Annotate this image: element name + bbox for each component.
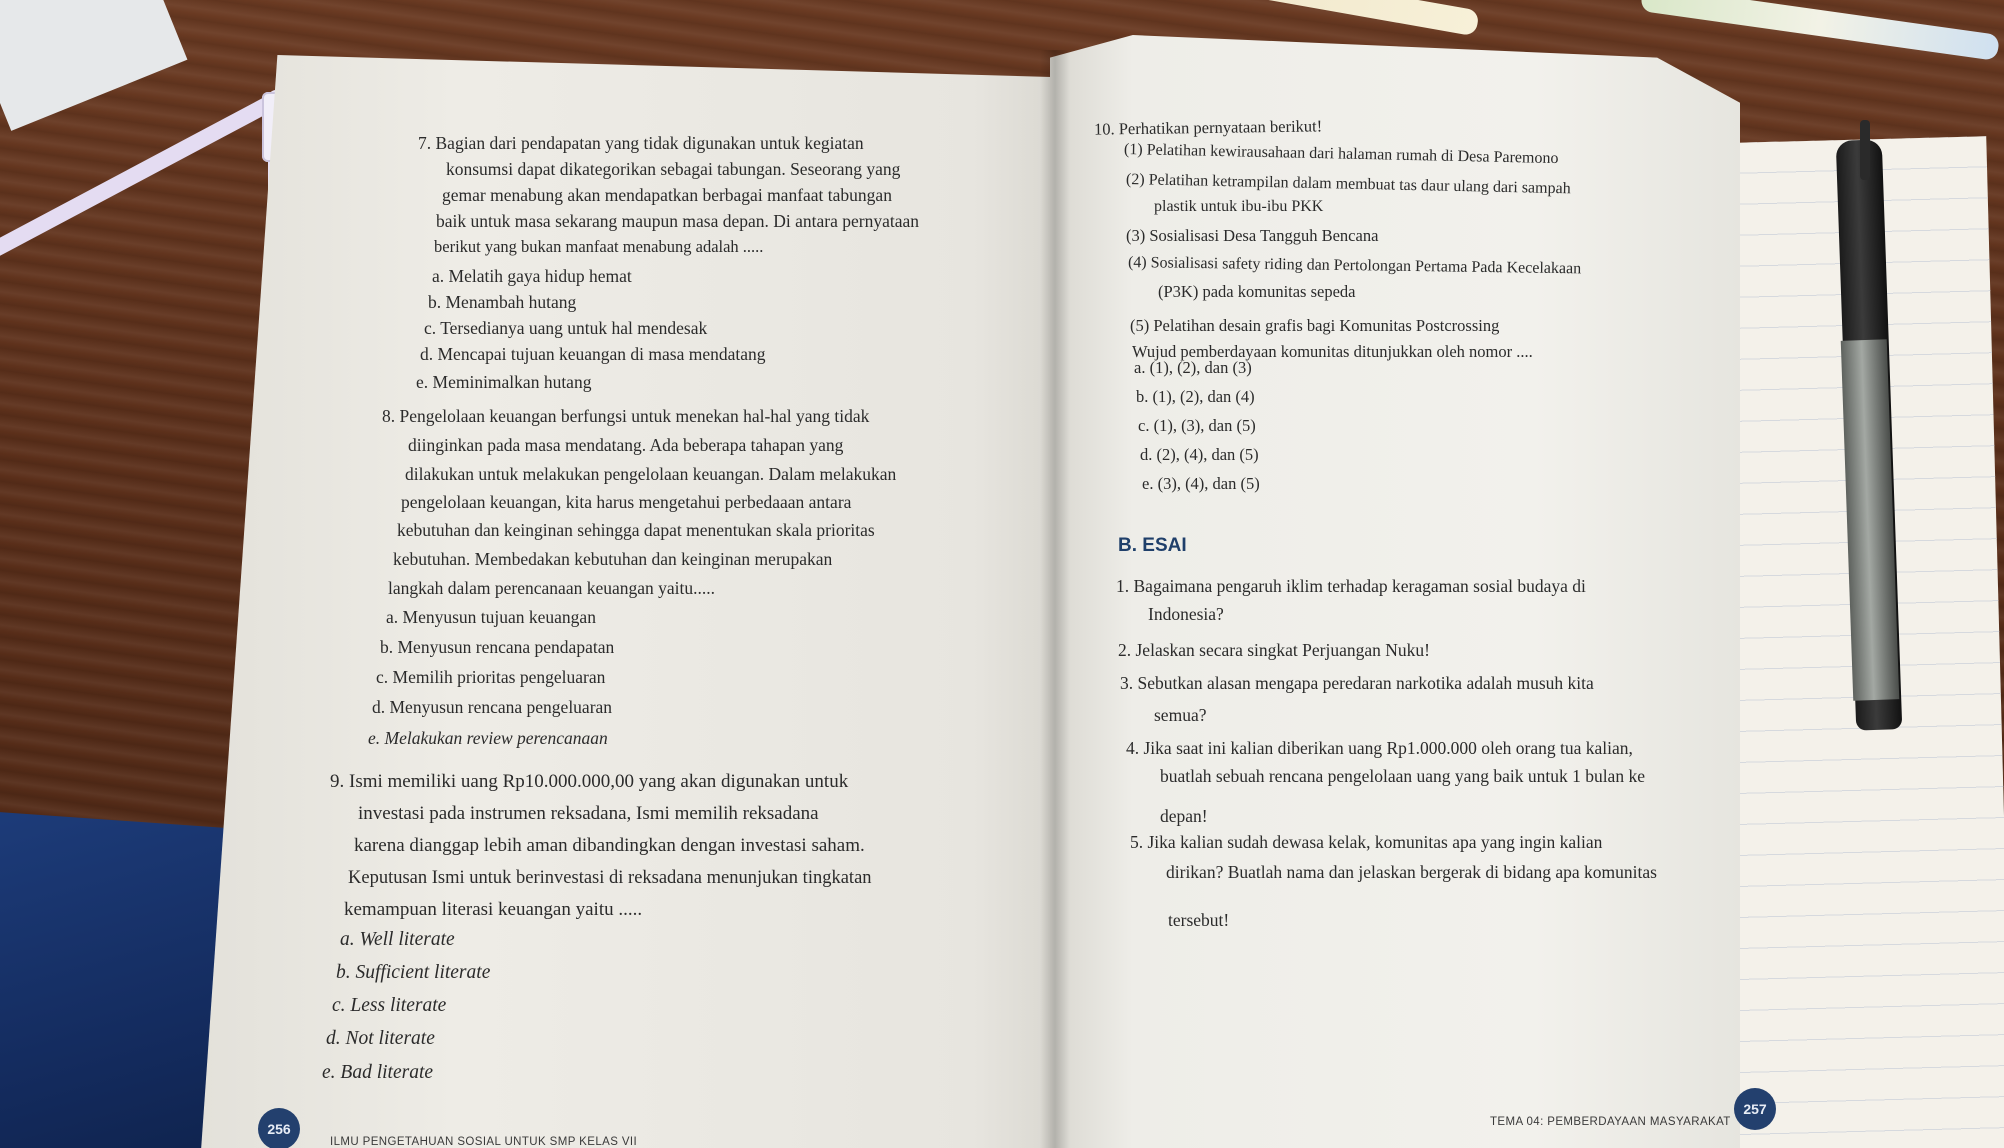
q9-line: karena dianggap lebih aman dibandingkan dengan investasi saham. xyxy=(354,835,865,856)
q10-line: 10. Perhatikan pernyataan berikut! xyxy=(1093,116,1323,139)
essay-line: 1. Bagaimana pengaruh iklim terhadap keragaman sosial budaya di xyxy=(1116,576,1586,596)
q8-option: b. Menyusun rencana pendapatan xyxy=(380,637,615,657)
section-b-heading: B. ESAI xyxy=(1118,535,1187,556)
q9-line: Keputusan Ismi untuk berinvestasi di reksadana menunjukan tingkatan xyxy=(348,868,872,888)
q10-line: plastik untuk ibu-ibu PKK xyxy=(1154,198,1324,215)
q7-line: gemar menabung akan mendapatkan berbagai manfaat tabungan xyxy=(442,185,892,205)
q7-line: 7. Bagian dari pendapatan yang tidak digunakan untuk kegiatan xyxy=(418,133,864,153)
q7-line: baik untuk masa sekarang maupun masa depan. Di antara pernyataan xyxy=(436,211,920,231)
essay-line: semua? xyxy=(1154,705,1207,725)
footer-left: ILMU PENGETAHUAN SOSIAL UNTUK SMP KELAS VII xyxy=(330,1136,638,1148)
q10-line: (2) Pelatihan ketrampilan dalam membuat tas daur ulang dari sampah xyxy=(1125,171,1571,198)
q8-option: c. Memilih prioritas pengeluaran xyxy=(376,667,606,687)
q9-line: 9. Ismi memiliki uang Rp10.000.000,00 yang akan digunakan untuk xyxy=(330,771,849,792)
essay-line: 4. Jika saat ini kalian diberikan uang Rp1.000.000 oleh orang tua kalian, xyxy=(1126,738,1633,758)
q8-option: a. Menyusun tujuan keuangan xyxy=(386,607,596,627)
q7-option: d. Mencapai tujuan keuangan di masa mendatang xyxy=(420,344,766,364)
q7-option: e. Meminimalkan hutang xyxy=(416,372,592,392)
paper-corner xyxy=(0,0,187,131)
pencil xyxy=(1150,0,1480,36)
q10-line: (3) Sosialisasi Desa Tangguh Bencana xyxy=(1126,226,1379,245)
q10-option: d. (2), (4), dan (5) xyxy=(1140,445,1259,464)
q10-option: e. (3), (4), dan (5) xyxy=(1142,474,1260,493)
q7-option: a. Melatih gaya hidup hemat xyxy=(432,266,632,286)
essay-line: Indonesia? xyxy=(1148,604,1224,624)
q8-line: diinginkan pada masa mendatang. Ada beberapa tahapan yang xyxy=(408,435,844,455)
q10-line: (5) Pelatihan desain grafis bagi Komunitas Postcrossing xyxy=(1130,316,1500,335)
q8-line: langkah dalam perencanaan keuangan yaitu..... xyxy=(388,578,716,598)
q7-line: berikut yang bukan manfaat menabung adalah ..... xyxy=(434,237,764,256)
essay-line: buatlah sebuah rencana pengelolaan uang yang baik untuk 1 bulan ke xyxy=(1160,766,1645,786)
q10-line: (P3K) pada komunitas sepeda xyxy=(1158,282,1356,301)
page-number-badge-right: 257 xyxy=(1734,1088,1776,1130)
q8-option: e. Melakukan review perencanaan xyxy=(368,728,608,748)
page-number-badge-left: 256 xyxy=(258,1108,300,1148)
q9-option: a. Well literate xyxy=(340,929,455,950)
pen-clip xyxy=(1860,120,1870,180)
q8-option: d. Menyusun rencana pengeluaran xyxy=(372,697,613,717)
q9-option: c. Less literate xyxy=(332,995,447,1016)
essay-line: tersebut! xyxy=(1168,910,1230,930)
q10-option: b. (1), (2), dan (4) xyxy=(1136,387,1255,406)
pen-top xyxy=(1640,0,2000,61)
q9-option: d. Not literate xyxy=(326,1028,435,1049)
q7-line: konsumsi dapat dikategorikan sebagai tabungan. Seseorang yang xyxy=(446,159,901,179)
q10-line: (1) Pelatihan kewirausahaan dari halaman rumah di Desa Paremono xyxy=(1123,141,1559,168)
q8-line: pengelolaan keuangan, kita harus mengetahui perbedaaan antara xyxy=(401,492,852,512)
q10-line: (4) Sosialisasi safety riding dan Pertolongan Pertama Pada Kecelakaan xyxy=(1127,254,1582,278)
q9-option: e. Bad literate xyxy=(322,1062,434,1083)
q8-line: kebutuhan. Membedakan kebutuhan dan keinginan merupakan xyxy=(393,549,833,569)
q9-option: b. Sufficient literate xyxy=(336,962,491,983)
essay-line: 5. Jika kalian sudah dewasa kelak, komunitas apa yang ingin kalian xyxy=(1130,832,1603,852)
q9-line: investasi pada instrumen reksadana, Ismi memilih reksadana xyxy=(358,803,819,824)
q9-line: kemampuan literasi keuangan yaitu ..... xyxy=(344,899,643,920)
essay-line: depan! xyxy=(1160,806,1208,826)
essay-line: 3. Sebutkan alasan mengapa peredaran narkotika adalah musuh kita xyxy=(1120,673,1594,693)
essay-line: 2. Jelaskan secara singkat Perjuangan Nuku! xyxy=(1118,640,1430,660)
charger-cable xyxy=(0,92,282,275)
essay-line: dirikan? Buatlah nama dan jelaskan bergerak di bidang apa komunitas xyxy=(1166,862,1657,882)
q8-line: kebutuhan dan keinginan sehingga dapat menentukan skala prioritas xyxy=(397,520,875,540)
q7-option: c. Tersedianya uang untuk hal mendesak xyxy=(424,318,708,338)
footer-right: TEMA 04: PEMBERDAYAAN MASYARAKAT xyxy=(1490,1116,1731,1128)
q10-line: Wujud pemberdayaan komunitas ditunjukkan oleh nomor .... xyxy=(1132,342,1533,361)
q10-option: c. (1), (3), dan (5) xyxy=(1138,416,1256,435)
q8-line: 8. Pengelolaan keuangan berfungsi untuk menekan hal-hal yang tidak xyxy=(382,406,870,426)
q8-line: dilakukan untuk melakukan pengelolaan keuangan. Dalam melakukan xyxy=(405,464,897,484)
q10-option: a. (1), (2), dan (3) xyxy=(1134,358,1252,377)
q7-option: b. Menambah hutang xyxy=(428,292,577,312)
book-gutter xyxy=(1040,50,1070,1148)
